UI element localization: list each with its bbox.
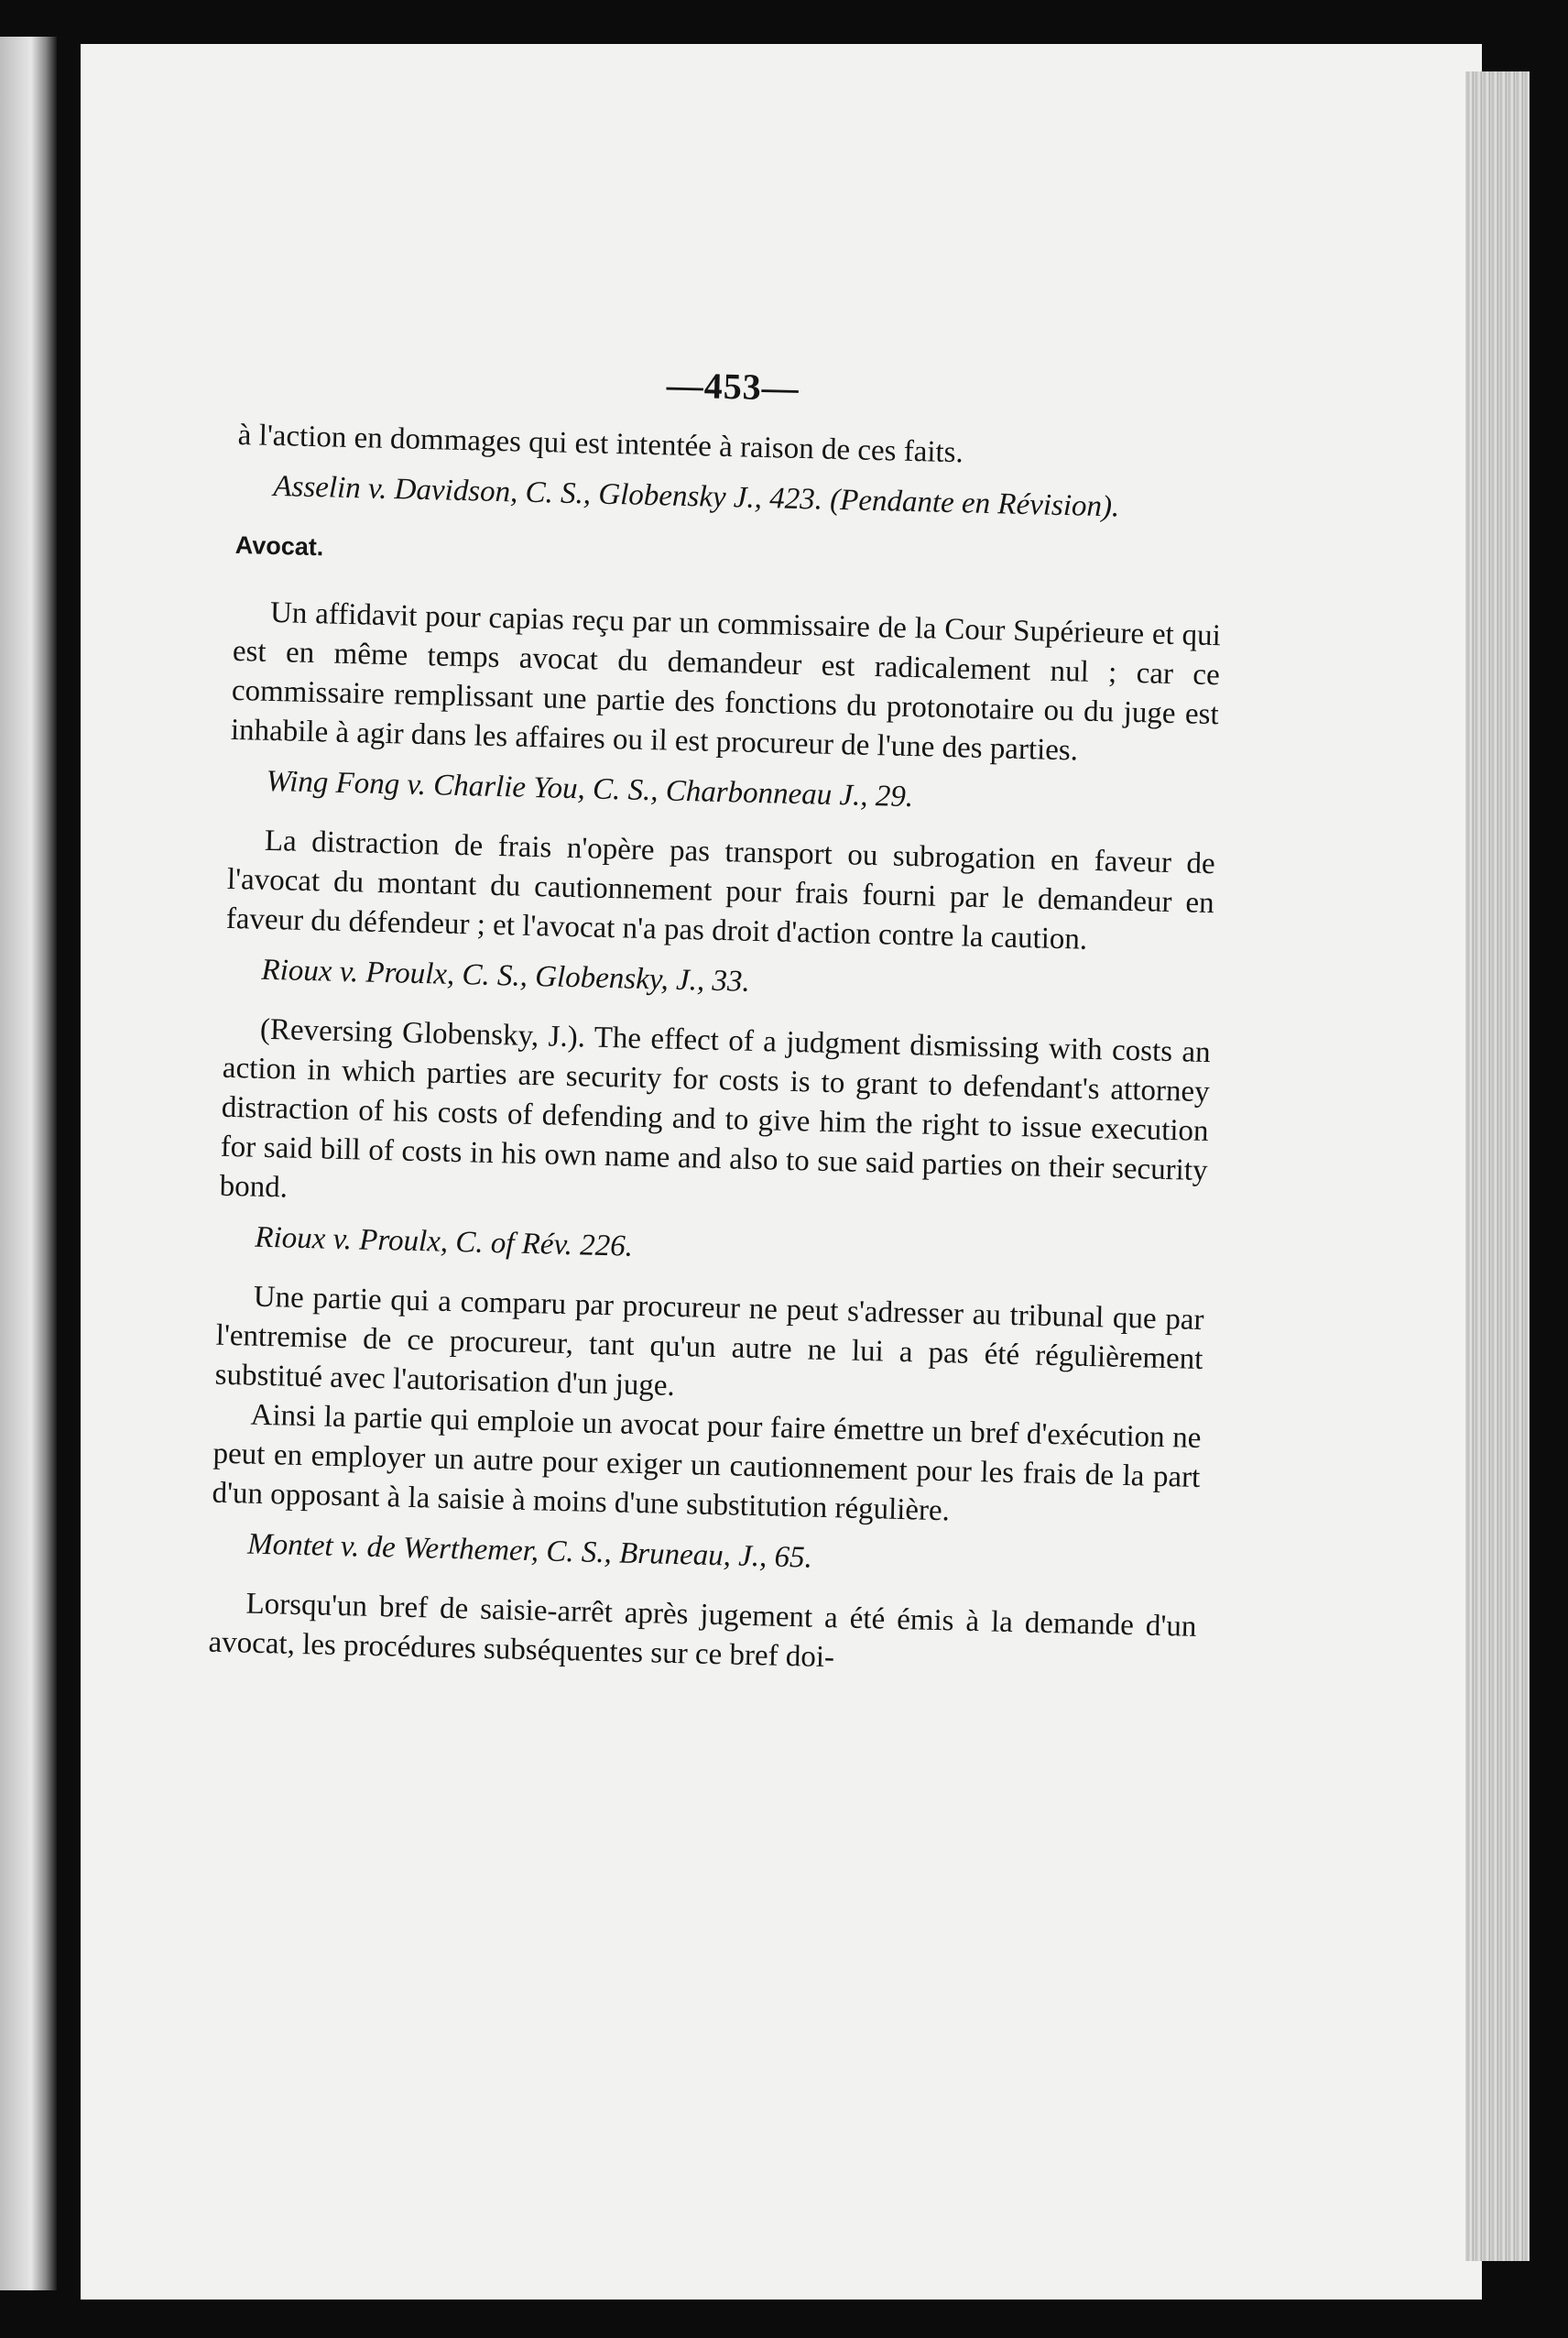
paragraph: Ainsi la partie qui emploie un avocat pour faire émettre un bref d'exécution ne peut en employer un autre pour exiger un cautionnement pour les frais de la part d'un opposant à la saisie à moins d'une substitution régulière. — [212, 1398, 1202, 1528]
page-stack-edge — [1465, 71, 1530, 2261]
facing-page-edge — [0, 37, 57, 2290]
case-citation: Wing Fong v. Charlie You, C. S., Charbonneau J., 29. — [266, 764, 914, 814]
section-heading: Avocat. — [234, 530, 324, 562]
paragraph: à l'action en dommages qui est intentée à raison de ces faits. — [237, 418, 964, 470]
page-text — [208, 353, 1227, 1687]
case-citation: Asselin v. Davidson, C. S., Globensky J., 423. (Pendante en Révision). — [273, 469, 1120, 524]
paragraph: La distraction de frais n'opère pas transport ou subrogation en faveur de l'avocat du montant du cautionnement pour frais fourni par le demandeur en faveur du défendeur ; et l'avocat n'a pas droit d'action contre la caution. — [225, 824, 1216, 956]
paragraph: Lorsqu'un bref de saisie-arrêt après jugement a été émis à la demande d'un avocat, les procédures subséquentes sur ce bref doi- — [208, 1587, 1197, 1675]
page-number: —453— — [666, 364, 800, 409]
case-citation: Rioux v. Proulx, C. S., Globensky, J., 33. — [261, 953, 751, 999]
case-citation: Rioux v. Proulx, C. of Rév. 226. — [254, 1220, 634, 1263]
paragraph: Un affidavit pour capias reçu par un commissaire de la Cour Supérieure et qui est en même temps avocat du demandeur est radicalement nul ; car ce commissaire remplissant une partie des fonctions du protonotaire ou du juge est inhabile à agir dans les affaires ou il est procureur de l'une des parties. — [230, 595, 1222, 768]
case-citation: Montet v. de Werthemer, C. S., Bruneau, J., 65. — [246, 1527, 813, 1575]
paragraph: (Reversing Globensky, J.). The effect of a judgment dismissing with costs an action in which parties are security for costs is to grant to defendant's attorney distraction of his costs of defending and to give him the right to issue execution for said bill of costs in his own name and also to sue said parties on their security bond. — [219, 1012, 1212, 1205]
paragraph: Une partie qui a comparu par procureur ne peut s'adresser au tribunal que par l'entremise de ce procureur, tant qu'un autre ne lui a pas été régulièrement substitué avec l'autorisation d'un juge. — [214, 1280, 1204, 1403]
